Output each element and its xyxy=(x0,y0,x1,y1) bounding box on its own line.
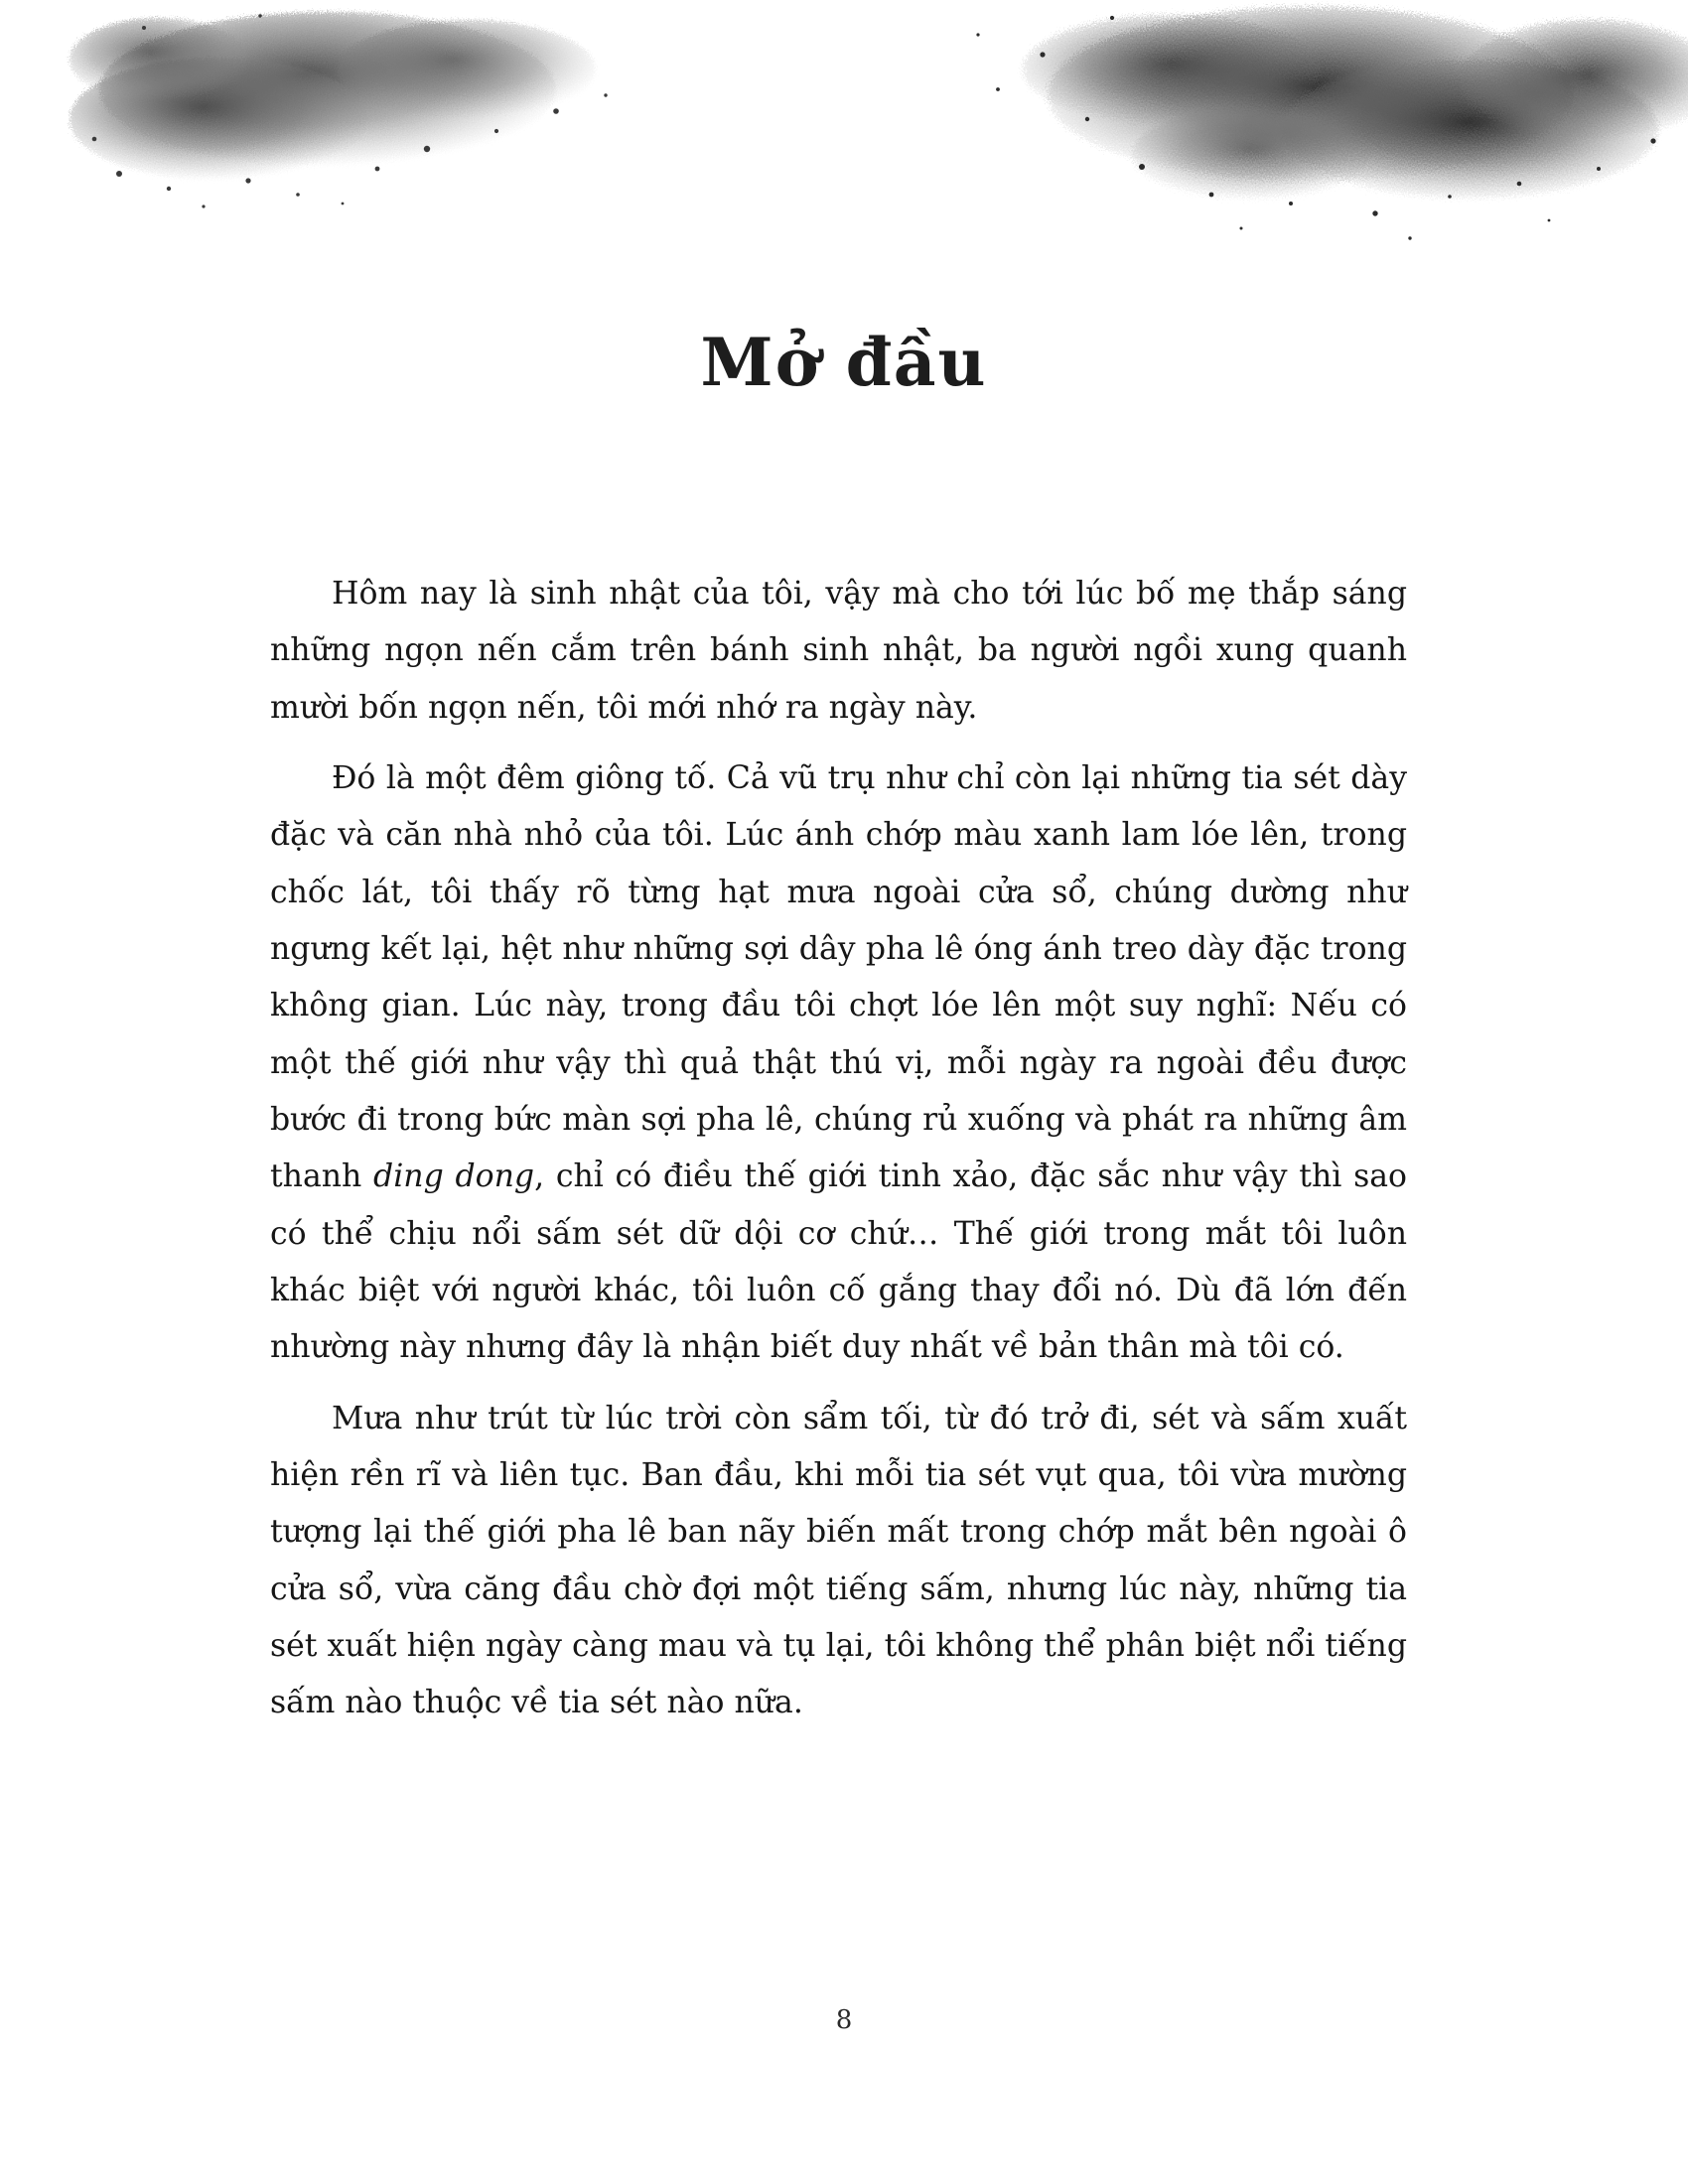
paragraph-1: Hôm nay là sinh nhật của tôi, vậy mà cho tới lúc bố mẹ thắp sáng những ngọn nến cắm trên bánh sinh nhật, ba người ngồi xung quanh mười bốn ngọn nến, tôi mới nhớ ra ngày này. xyxy=(270,576,1407,726)
page-title: Mở đầu xyxy=(700,324,988,402)
paragraph-2-emphasis: ding dong xyxy=(373,1159,535,1195)
paragraph-2-lead: Đó là một đêm giông tố. Cả vũ trụ như chỉ còn lại những tia sét dày đặc và căn nhà nhỏ của tôi. Lúc ánh chớp màu xanh lam lóe lên, trong chốc lát, tôi thấy rõ từng hạt mưa ngoài cửa sổ, chúng dường như ngưng kết lại, hệt như những sợi dây pha lê óng ánh treo dày đặc trong không gian. Lúc này, trong đầu tôi chợt lóe lên một suy nghĩ: Nếu có một thế giới như vậy thì quả thật thú vị, mỗi ngày ra ngoài đều được bước đi trong bức màn sợi pha lê, chúng rủ xuống và phát ra những âm thanh xyxy=(270,759,1407,1195)
ink-splatter-decoration xyxy=(0,0,1688,278)
page-number: 8 xyxy=(835,2005,853,2035)
body-text xyxy=(270,566,1407,1732)
paragraph-2 xyxy=(270,751,1407,1377)
paragraph-3: Mưa như trút từ lúc trời còn sẩm tối, từ đó trở đi, sét và sấm xuất hiện rền rĩ và liên tục. Ban đầu, khi mỗi tia sét vụt qua, tôi vừa mường tượng lại thế giới pha lê ban nãy biến mất trong chớp mắt bên ngoài ô cửa sổ, vừa căng đầu chờ đợi một tiếng sấm, nhưng lúc này, những tia sét xuất hiện ngày càng mau và tụ lại, tôi không thể phân biệt nổi tiếng sấm nào thuộc về tia sét nào nữa. xyxy=(270,1400,1407,1721)
paragraph-2-tail: , chỉ có điều thế giới tinh xảo, đặc sắc như vậy thì sao có thể chịu nổi sấm sét dữ dội cơ chứ… Thế giới trong mắt tôi luôn khác biệt với người khác, tôi luôn cố gắng thay đổi nó. Dù đã lớn đến nhường này nhưng đây là nhận biết duy nhất về bản thân mà tôi có. xyxy=(270,1159,1407,1366)
